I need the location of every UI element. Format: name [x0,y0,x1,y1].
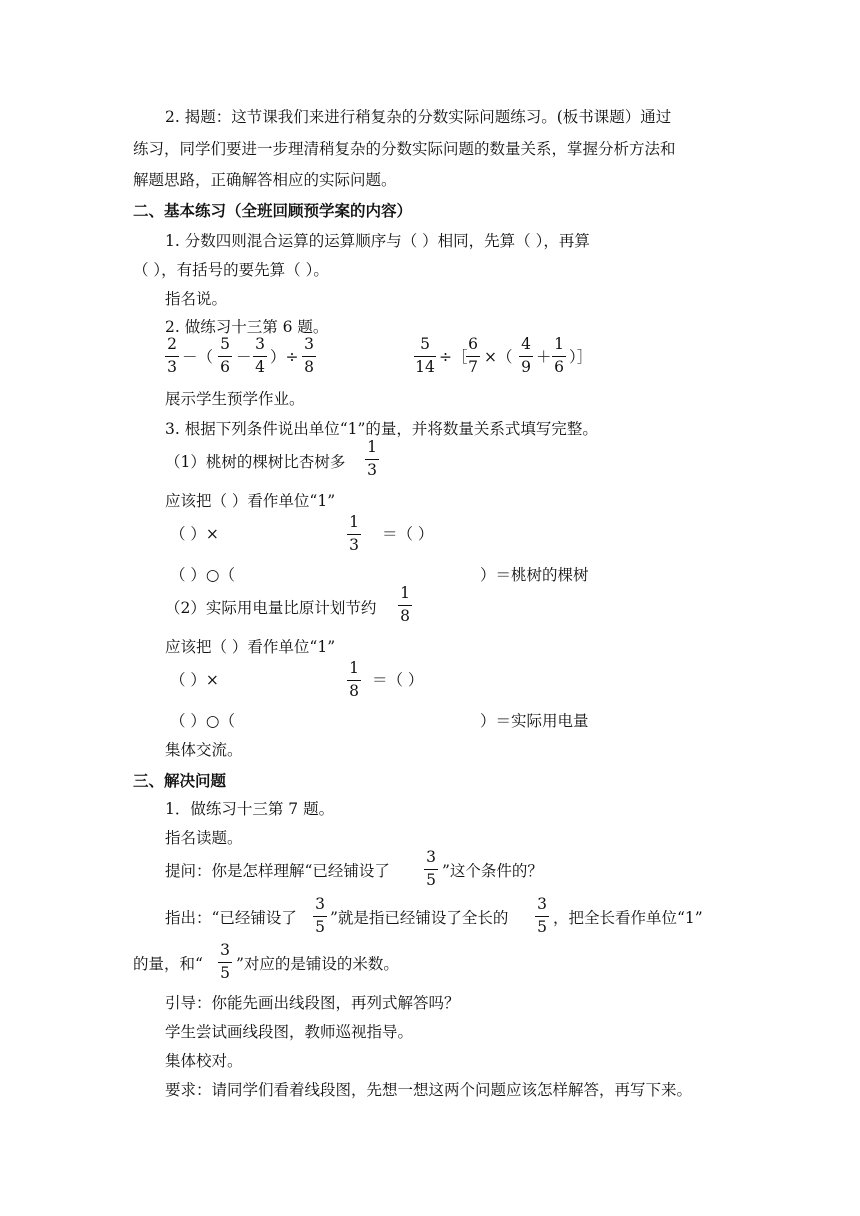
operator: ＋ [536,348,552,366]
part-1-equation-2-right: ）＝桃树的棵树 [480,566,589,584]
check-text: 集体校对。 [165,1052,243,1070]
question-2: 2. 做练习十三第 6 题。 [165,318,329,336]
fraction: $\frac{1}{8}$ [398,586,412,624]
point-text-b: ”就是指已经铺设了全长的 [330,909,509,927]
operator: ×（ [484,348,513,366]
fraction: $\frac{3}{5}$ [424,850,438,888]
intro-line-3: 解题思路，正确解答相应的实际问题。 [133,171,397,189]
ask-text-post: ”这个条件的？ [442,862,543,880]
part-1-equation-2-left: （ ）○（ [170,566,235,584]
part-2-equation-2-left: （ ）○（ [170,712,235,730]
operator: ）÷ [270,348,299,366]
collective-discussion: 集体交流。 [165,741,243,759]
operator: －（ [182,348,214,366]
fraction: $\frac{5}{14}$ [415,335,435,376]
fraction: $\frac{1}{3}$ [365,440,379,478]
fraction: $\frac{5}{6}$ [218,337,232,375]
fraction: $\frac{3}{5}$ [313,897,327,935]
try-text: 学生尝试画线段图，教师巡视指导。 [165,1023,414,1041]
fraction: $\frac{1}{6}$ [552,337,566,375]
part-1-condition: （1）桃树的棵树比杏树多 [165,453,346,471]
part-2-equation-1-right: ＝（ ） [372,671,424,689]
show-homework: 展示学生预学作业。 [165,390,305,408]
fraction: $\frac{6}{7}$ [466,337,480,375]
part-1-equation-1-left: （ ）× [170,525,219,543]
part-2-equation-2-right: ）＝实际用电量 [480,712,589,730]
operator: ）］ [569,348,593,366]
operator: ÷［ [439,348,468,366]
operator: － [236,348,252,366]
fraction: $\frac{3}{4}$ [253,337,267,375]
section-3-heading: 三、解决问题 [133,771,227,790]
point-text-a: 指出：“已经铺设了 [165,909,297,927]
fraction: $\frac{1}{3}$ [347,515,361,553]
section-2-heading: 二、基本练习（全班回顾预学案的内容） [133,201,413,220]
point-text-c: ，把全长看作单位“1” [553,909,703,927]
question-1-line-1: 1. 分数四则混合运算的运算顺序与（ ）相同，先算（ ），再算 [165,232,590,250]
intro-line-1: 2. 揭题：这节课我们来进行稍复杂的分数实际问题练习。(板书课题）通过 [165,108,672,126]
read-question: 指名读题。 [165,829,243,847]
point-line-2-pre: 的量，和“ [133,955,203,973]
fraction: $\frac{4}{9}$ [519,337,533,375]
fraction: $\frac{3}{5}$ [218,943,232,981]
part-2-unit-line: 应该把（ ）看作单位“1” [165,638,336,656]
section-3-question-1: 1．做练习十三第 7 题。 [165,800,335,818]
question-3: 3. 根据下列条件说出单位“1”的量，并将数量关系式填写完整。 [165,420,598,438]
fraction: $\frac{1}{8}$ [347,661,361,699]
intro-line-2: 练习，同学们要进一步理清稍复杂的分数实际问题的数量关系，掌握分析方法和 [133,140,676,158]
point-say: 指名说。 [165,290,228,308]
point-line-2-post: ”对应的是铺设的米数。 [236,955,399,973]
part-1-equation-1-right: ＝（ ） [382,525,434,543]
part-1-unit-line: 应该把（ ）看作单位“1” [165,492,336,510]
require-text: 要求：请同学们看着线段图，先想一想这两个问题应该怎样解答，再写下来。 [165,1081,693,1099]
ask-text-pre: 提问：你是怎样理解“已经铺设了 [165,862,390,880]
question-1-line-2: （ ），有括号的要先算（ ）。 [133,261,329,279]
guide-text: 引导：你能先画出线段图，再列式解答吗？ [165,994,460,1012]
part-2-equation-1-left: （ ）× [170,671,219,689]
part-2-condition: （2）实际用电量比原计划节约 [165,599,377,617]
fraction: $\frac{3}{5}$ [535,897,549,935]
fraction: $\frac{3}{8}$ [302,337,316,375]
fraction: $\frac{2}{3}$ [165,337,179,375]
